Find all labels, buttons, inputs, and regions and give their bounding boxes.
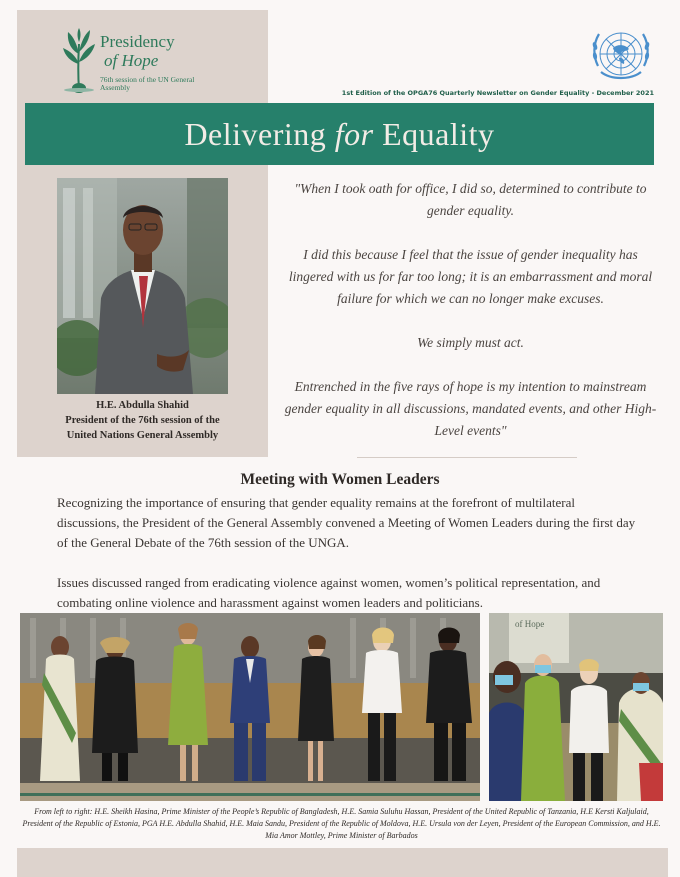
banner-word-for: for xyxy=(334,115,374,152)
photo-caption: From left to right: H.E. Sheikh Hasina, Prime Minister of the People’s Republic of Bangladesh, H.E. Samia Suluhu Hassan, President of the United Republic of Tanzania, H.E Kersti Kaljulaid, President of the Republic of Estonia, PGA H.E. Abdulla Shahid, H.E. Maia Sandu, President of the Republic of Moldova, H.E. Ursula von der Leyen, President of the European Commission, and H.E. Mia Amor Mottley, Prime Minister of Barbados xyxy=(22,807,661,840)
logo-subtitle: 76th session of the UN General Assembly xyxy=(100,75,195,92)
section-heading: Meeting with Women Leaders xyxy=(240,471,440,488)
photo2-sign-text: of Hope xyxy=(515,619,545,629)
sprout-icon xyxy=(62,28,96,94)
quote-paragraph: I did this because I feel that the issue of gender inequality has lingered with us for far too long; it is an embarrassment and moral failure for which we can no longer make excuses. xyxy=(288,247,653,306)
portrait-title-line1: President of the 76th session of the xyxy=(65,415,220,426)
portrait-name: H.E. Abdulla Shahid xyxy=(96,400,189,411)
body-paragraph: Issues discussed ranged from eradicating violence against women, women’s political representation, and combating online violence and harassment against women leaders and politicians. xyxy=(57,575,601,610)
banner-word-equality: Equality xyxy=(382,115,495,152)
quote-paragraph: Entrenched in the five rays of hope is my intention to mainstream gender equality in all discussions, mandated events, and other High-Level events" xyxy=(284,379,657,438)
pga-quote xyxy=(283,178,658,442)
footer-bar xyxy=(17,848,668,877)
section-body xyxy=(57,493,637,633)
handshake-photo xyxy=(489,613,663,801)
banner-word-delivering: Delivering xyxy=(184,115,327,152)
logo-title-line1: Presidency xyxy=(100,32,175,51)
title-banner xyxy=(25,103,654,165)
logo-title xyxy=(100,32,175,70)
quote-paragraph: We simply must act. xyxy=(417,335,524,350)
un-emblem-icon xyxy=(589,26,653,86)
logo-title-line2: of Hope xyxy=(104,51,159,70)
quote-paragraph: "When I took oath for office, I did so, determined to contribute to gender equality. xyxy=(294,181,647,218)
portrait-caption xyxy=(30,398,255,443)
portrait-title-line2: United Nations General Assembly xyxy=(66,430,219,441)
divider xyxy=(357,457,577,458)
portrait-photo xyxy=(57,178,228,394)
presidency-of-hope-logo xyxy=(62,24,222,96)
edition-line: 1st Edition of the OPGA76 Quarterly Newsletter on Gender Equality - December 2021 xyxy=(341,89,654,97)
body-paragraph: Recognizing the importance of ensuring that gender equality remains at the forefront of multilateral discussions, the President of the General Assembly convened a Meeting of Women Leaders during the first day of the General Debate of the 76th session of the UNGA. xyxy=(57,495,636,550)
group-photo xyxy=(20,613,480,801)
